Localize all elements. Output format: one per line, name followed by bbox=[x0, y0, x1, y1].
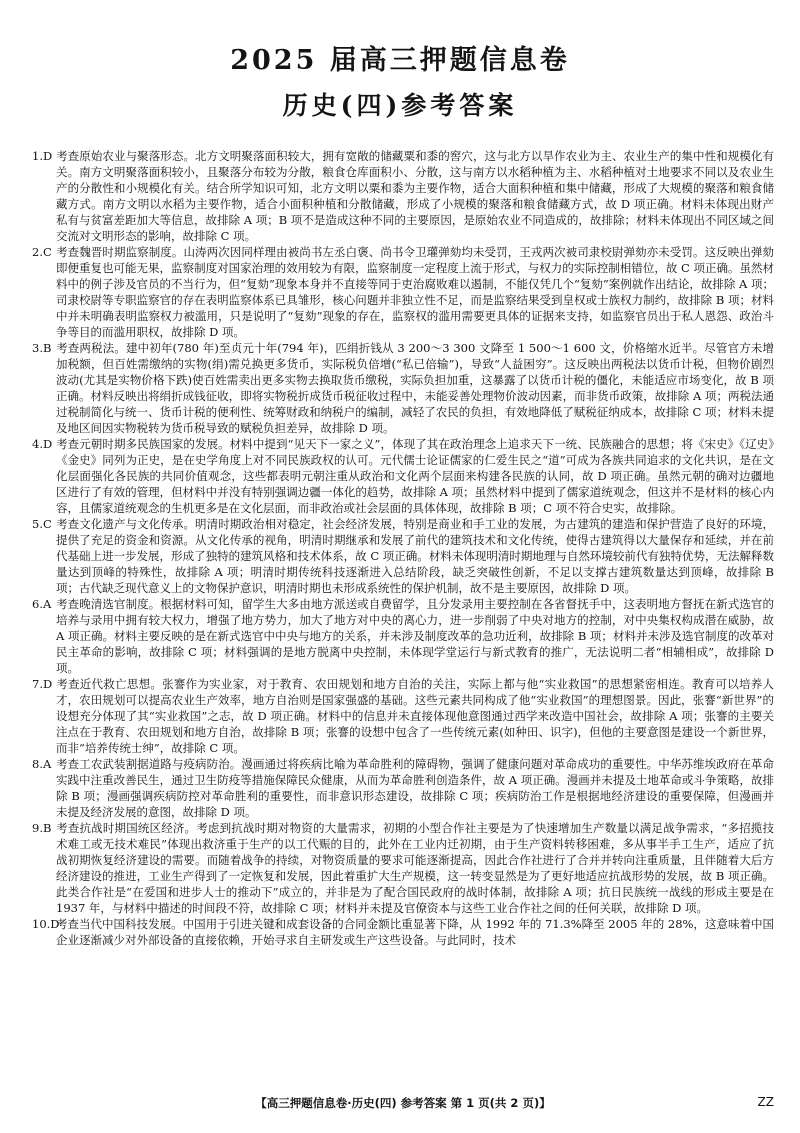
answer-number: 1.D bbox=[32, 149, 53, 163]
page-footer bbox=[32, 1095, 774, 1113]
answer-item-10 bbox=[32, 916, 774, 948]
page-title: 2025 届高三押题信息卷 bbox=[230, 45, 570, 76]
answer-text: 考查魏晋时期监察制度。山涛两次因同样理由被尚书左丞白褒、尚书令卫瓘弹劾均未受罚，王戎两次被司隶校尉弹劾亦未受罚。这反映出弹劾即便重复也可能无果，监察制度对国家治理的效用较为有限，监察制度一定程度上流于形式，与权力的实际控制相错位，故 C 项正确。虽然材料中的例子涉及官员的不当行为，但“复劾”现象本身并不直接等同于吏治腐败难以遏制，不能仅凭几个“复劾”案例就作出结论，故排除 A 项；司隶校尉等专职监察官的存在表明监察体系已具雏形，核心问题并非独立性不足，而是监察结果受到皇权或士族权力制约，故排除 B 项；材料中并未明确表明监察权力被滥用，只是说明了“复劾”现象的存在，监察权的滥用需要更具体的证据来支持，如监察官员出于私人恩怨、政治斗争等目的而滥用职权，故排除 D 项。 bbox=[56, 245, 774, 339]
answer-text: 考查文化遗产与文化传承。明清时期政治相对稳定，社会经济发展，特别是商业和手工业的发展，为古建筑的建造和保护营造了良好的环境，提供了充足的资金和资源。从文化传承的视角，明清时期继承和发展了前代的建筑技术和文化传统，使得古建筑得以大量保存和延续，并在前代基础上进一步发展，形成了独特的建筑风格和技术体系，故 C 项正确。材料未体现明清时期地理与自然环境较前代有独特优势，无法解释数量达到顶峰的特殊性，故排除 A 项；明清时期传统科技逐渐进入总结阶段，缺乏突破性创新，不足以支撑古建筑数量达到顶峰，故排除 B 项；古代缺乏现代意义上的文物保护意识，明清时期也未形成系统性的保护机制，故不是主要原因，故排除 D 项。 bbox=[56, 517, 774, 595]
answer-list bbox=[32, 148, 774, 948]
answer-item-5 bbox=[32, 516, 774, 596]
answer-number: 10.D bbox=[32, 917, 60, 931]
answer-item-4 bbox=[32, 436, 774, 516]
answer-text: 考查元朝时期多民族国家的发展。材料中提到“见天下一家之义”，体现了其在政治理念上追求天下一统、民族融合的思想；将《宋史》《辽史》《金史》同列为正史，是在史学角度上对不同民族政权的认可。元代儒士论证儒家的仁爱生民之“道”可成为各族共同追求的文化共识，是在文化层面强化各民族的共同价值观念，这些都表明元朝注重从政治和文化两个层面来构建各民族的认同，故 D 项正确。虽然元朝的确对边疆地区进行了有效的管理，但材料中并没有特别强调边疆一体化的趋势，故排除 A 项；虽然材料中提到了儒家道统观念，但这并不是材料的核心内容，且儒家道统观念的生机更多是在文化层面，而非政治或社会层面的具体体现，故排除 B 项；C 项不符合史实，故排除。 bbox=[56, 437, 774, 515]
answer-item-6 bbox=[32, 596, 774, 676]
answer-number: 7.D bbox=[32, 677, 53, 691]
answer-number: 2.C bbox=[32, 245, 52, 259]
answer-text: 考查当代中国科技发展。中国用于引进关键和成套设备的合同金额比重显著下降，从 1992 年的 71.3%降至 2005 年的 28%，这意味着中国企业逐渐减少对外部设备的直接依赖，开始寻求自主研发或生产这些设备。与此同时，技术 bbox=[56, 917, 774, 947]
answer-text: 考查工农武装割据道路与疫病防治。漫画通过将疾病比喻为革命胜利的障碍物，强调了健康问题对革命成功的重要性。中华苏维埃政府在革命实践中注重改善民生，通过卫生防疫等措施保障民众健康，从而为革命胜利创造条件，故 A 项正确。漫画并未提及土地革命或斗争策略，故排除 B 项；漫画强调疾病防控对革命胜利的重要性，而非意识形态建设，故排除 C 项；疾病防治工作是根据地经济建设的重要保障，但漫画并未提及经济发展的意图，故排除 D 项。 bbox=[56, 757, 774, 819]
answer-text: 考查晚清选官制度。根据材料可知，留学生大多由地方派送或自费留学，且分发录用主要控制在各省督抚手中，这表明地方督抚在新式选官的培养与录用中拥有较大权力，增强了地方势力，加大了地方对中央的离心力，进一步削弱了中央对地方的控制，对中央集权构成潜在威胁，故 A 项正确。材料主要反映的是在新式选官中中央与地方的关系，并未涉及制度改革的急功近利，故排除 B 项；材料并未涉及选官制度的改革对民主革命的影响，故排除 C 项；材料强调的是地方脱离中央控制，未体现学堂运行与新式教育的推广，无法说明二者“相辅相成”，故排除 D 项。 bbox=[56, 597, 774, 675]
answer-text: 考查抗战时期国统区经济。考虑到抗战时期对物资的大量需求，初期的小型合作社主要是为了快速增加生产数量以满足战争需求，“多招揽技术难工或无技术难民”体现出救济重于生产的以工代赈的目的，此外在工业内迁初期，由于生产资料转移困难，多从事半手工生产，适应了抗战初期恢复经济建设的需要。而随着战争的持续，对物资质量的要求可能逐渐提高，因此合作社进行了合并并转向注重质量，且伴随着大后方经济建设的推进，工业生产得到了一定恢复和发展，因此着重扩大生产规模，这一转变显然是为了更好地适应抗战形势的发展，故 B 项正确。此类合作社是“在爱国和进步人士的推动下”成立的，并非是为了配合国民政府的战时体制，故排除 A 项；抗日民族统一战线的形成主要是在 1937 年，与材料中描述的时间段不符，故排除 C 项；材料并未提及官僚资本与这些工业合作社之间的任何关联，故排除 D 项。 bbox=[56, 821, 774, 915]
answer-text: 考查近代救亡思想。张謇作为实业家，对于教育、农田规划和地方自治的关注，实际上都与他“实业救国”的思想紧密相连。教育可以培养人才，农田规划可以提高农业生产效率，地方自治则是国家强盛的基础。这些元素共同构成了他“实业救国”的理想图景。因此，张謇“新世界”的设想充分体现了其“实业救国”之志，故 D 项正确。材料中的信息并未直接体现他意图通过西学来改造中国社会，故排除 A 项；张謇的主要关注点在于教育、农田规划和地方自治，故排除 B 项；张謇的设想中包含了一些传统元素(如种田、识字)，但他的主要意图是建设一个新世界，而非“培养传统士绅”，故排除 C 项。 bbox=[56, 677, 774, 755]
answer-text: 考查两税法。建中初年(780 年)至贞元十年(794 年)，匹绢折钱从 3 200～3 300 文降至 1 500～1 600 文，价格缩水近半。尽管官方未增加税额，但百姓需缴纳的实物(绢)需兑换更多货币，实际税负倍增(“私已倍输”)，导致“人益困穷”。这反映出两税法以货币计税，但物价剧烈波动(尤其是实物价格下跌)使百姓需卖出更多实物去换取货币缴税，实际负担加重，这暴露了以货币计税的僵化，未能适应市场变化，故 B 项正确。材料反映出将绢折成钱征收，即将实物税折成货币税征收过程中，未能妥善处理物价波动因素，而非货币政策，故排除 A 项；两税法通过税制简化与统一、货币计税的便利性、统筹财政和纳税户的编制，减轻了农民的负担，有效地降低了赋税征纳成本，故排除 C 项；材料未提及地区间因实物税转为货币税导致的赋税负担差异，故排除 D 项。 bbox=[56, 341, 774, 435]
footer-page-info: 【高三押题信息卷·历史(四) 参考答案 第 1 页(共 2 页)】 bbox=[255, 1096, 551, 1110]
answer-item-9 bbox=[32, 820, 774, 916]
answer-text: 考查原始农业与聚落形态。北方文明聚落面积较大，拥有宽敞的储藏粟和黍的窖穴，这与北方以旱作农业为主、农业生产的集中性和规模化有关。南方文明聚落面积较小，且聚落分布较为分散，粮食仓库面积小、分散，这与南方以水稻种植为主、水稻种植对土地要求不同以及农业生产的分散性和小规模化有关。结合所学知识可知，北方文明以粟和黍为主要作物，适合大面积种植和集中储藏，形成了大规模的聚落和粮食储藏方式。南方文明以水稻为主要作物，适合小面积种植和分散储藏，形成了小规模的聚落和粮食储藏方式，故 D 项正确。材料未体现出财产私有与贫富差距加大等信息，故排除 A 项；B 项不是造成这种不同的主要原因，是原始农业不同造成的，故排除；材料未体现出不同区域之间交流对文明形态的影响，故排除 C 项。 bbox=[56, 149, 774, 243]
answer-number: 5.C bbox=[32, 517, 52, 531]
answer-number: 9.B bbox=[32, 821, 52, 835]
answer-item-2 bbox=[32, 244, 774, 340]
answer-number: 8.A bbox=[32, 757, 52, 771]
answer-item-1 bbox=[32, 148, 774, 244]
page-subtitle: 历史(四)参考答案 bbox=[282, 91, 518, 120]
answer-item-3 bbox=[32, 340, 774, 436]
answer-number: 6.A bbox=[32, 597, 52, 611]
footer-code: ZZ bbox=[757, 1095, 774, 1109]
answer-number: 4.D bbox=[32, 437, 53, 451]
answer-number: 3.B bbox=[32, 341, 52, 355]
answer-item-8 bbox=[32, 756, 774, 820]
answer-item-7 bbox=[32, 676, 774, 756]
